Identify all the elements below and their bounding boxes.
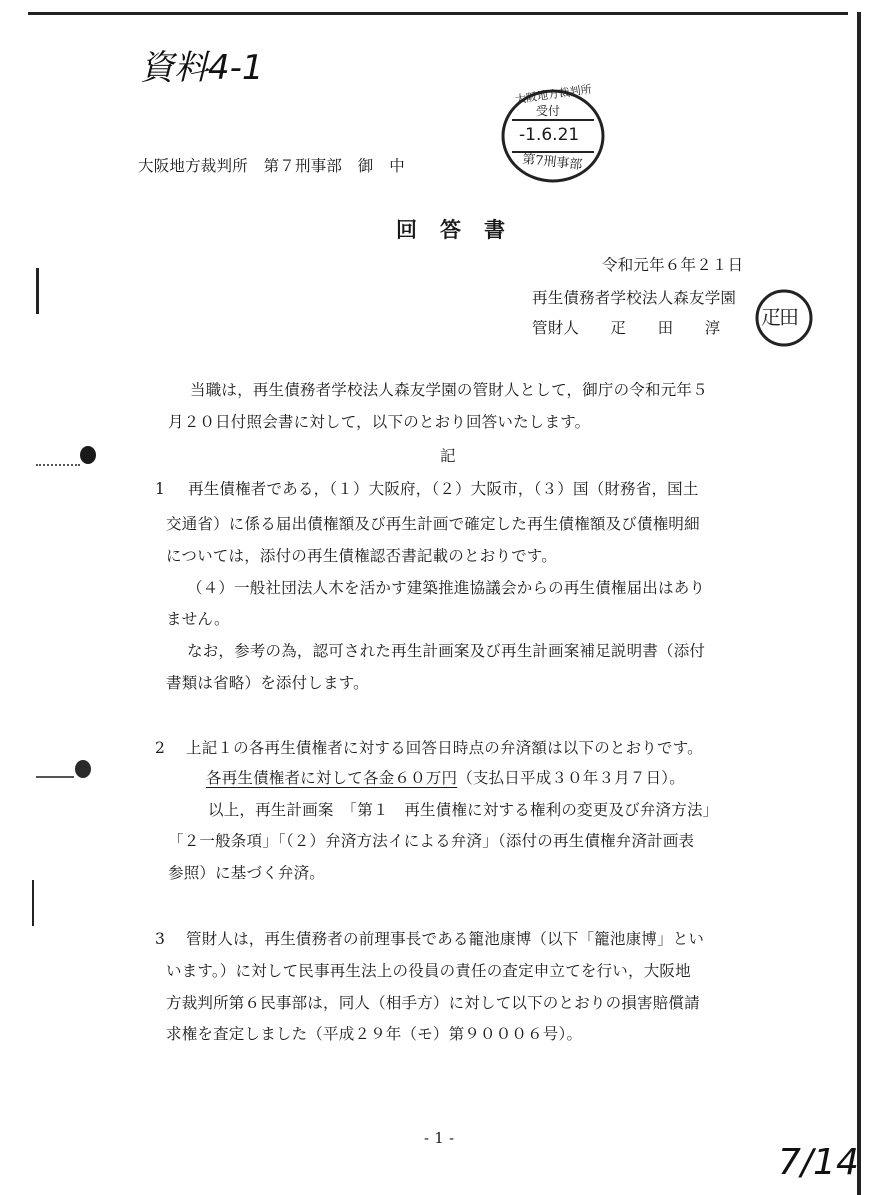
stamp-bottom-text: 第7刑事部 xyxy=(521,151,583,174)
left-tick-mark xyxy=(32,880,34,926)
item1-line: なお，参考の為，認可された再生計画案及び再生計画案補足説明書（添付 xyxy=(187,642,706,660)
page-number: - 1 - xyxy=(424,1129,455,1147)
stamp-mid-text: 受付 xyxy=(536,104,561,118)
right-border-line xyxy=(857,12,861,1195)
item1-line: 書類は省略）を添付します。 xyxy=(166,674,369,692)
document-title: 回 答 書 xyxy=(396,217,506,242)
item2-line: 参照）に基づく弁済。 xyxy=(168,864,326,882)
sender-name: 管財人 疋 田 淳 xyxy=(532,319,721,337)
item3-line: 求権を査定しました（平成２９年（モ）第９０００６号）。 xyxy=(166,1025,583,1043)
addressee: 大阪地方裁判所 第７刑事部 御 中 xyxy=(138,157,405,175)
top-border-line xyxy=(28,12,848,15)
item1-line: （４）一般社団法人木を活かす建築推進協議会からの再生債権届出はあり xyxy=(187,579,706,597)
item1-line: 再生債権者である，（１）大阪府，（２）大阪市，（３）国（財務省，国土 xyxy=(188,480,699,498)
item2-payment-amount: 各再生債権者に対して各金６０万円 xyxy=(206,769,458,787)
item2-line: 上記１の各再生債権者に対する回答日時点の弁済額は以下のとおりです。 xyxy=(186,739,703,757)
item2-number: 2 xyxy=(155,739,166,757)
item1-line: ません。 xyxy=(166,610,230,628)
stamp-top-text: 大阪地方裁判所 xyxy=(514,82,593,107)
item2-line: 「２一般条項」「（２）弁済方法イによる弁済」（添付の再生債権弁済計画表 xyxy=(168,832,695,850)
item2-payment-line xyxy=(206,768,685,788)
scan-speck xyxy=(36,458,80,466)
document-date: 令和元年６年２１日 xyxy=(602,256,744,274)
item1-line: については，添付の再生債権認否書記載のとおりです。 xyxy=(166,547,557,565)
sender-org: 再生債務者学校法人森友学園 xyxy=(532,289,737,307)
punch-hole-mark xyxy=(75,760,91,778)
scan-speck xyxy=(36,772,74,778)
seal-text: 疋田 xyxy=(761,305,797,329)
item3-line: 方裁判所第６民事部は，同人（相手方）に対して以下のとおりの損害賠償請 xyxy=(166,994,700,1012)
item3-line: います。）に対して民事再生法上の役員の責任の査定申立てを行い，大阪地 xyxy=(166,962,691,980)
page-fraction-handwritten: 7/14 xyxy=(778,1142,859,1183)
item1-number: 1 xyxy=(155,480,166,498)
punch-hole-mark xyxy=(80,446,96,464)
intro-line: 当職は，再生債務者学校法人森友学園の管財人として，御庁の令和元年５ xyxy=(190,381,708,399)
item3-number: 3 xyxy=(155,930,166,948)
handwritten-label: 資料4-1 xyxy=(140,48,264,88)
receipt-stamp xyxy=(498,82,608,186)
personal-seal xyxy=(753,287,815,349)
left-bracket-mark xyxy=(36,268,39,314)
item3-line: 管財人は，再生債務者の前理事長である籠池康博（以下「籠池康博」とい xyxy=(186,930,705,948)
intro-line: 月２０日付照会書に対して，以下のとおり回答いたします。 xyxy=(168,413,591,431)
item2-payment-date: （支払日平成３０年３月７日）。 xyxy=(457,769,685,787)
ki-heading: 記 xyxy=(440,447,456,465)
item1-line: 交通省）に係る届出債権額及び再生計画で確定した再生債権額及び債権明細 xyxy=(166,515,700,533)
stamp-date: -1.6.21 xyxy=(519,125,580,145)
item2-line: 以上，再生計画案 「第１ 再生債権に対する権利の変更及び弁済方法」 xyxy=(208,801,719,819)
